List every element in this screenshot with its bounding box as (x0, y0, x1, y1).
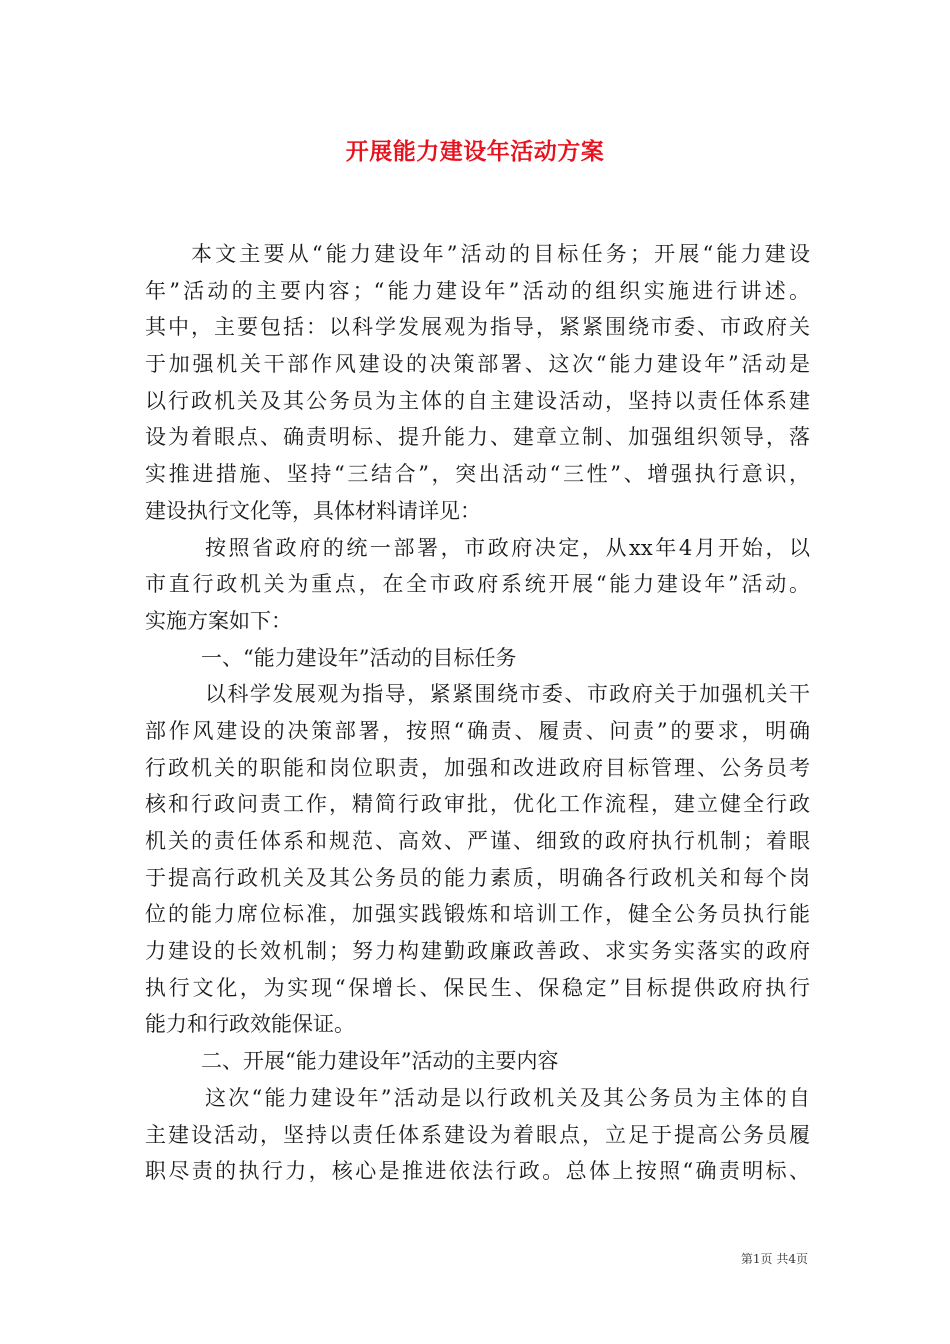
paragraph-line: 行政机关的职能和岗位职责，加强和改进政府目标管理、公务员考 (145, 755, 810, 780)
paragraph-line: 位的能力席位标准，加强实践锻炼和培训工作，健全公务员执行能 (145, 902, 810, 927)
paragraph-line: 以行政机关及其公务员为主体的自主建设活动，坚持以责任体系建 (145, 388, 810, 413)
document-title: 开展能力建设年活动方案 (345, 139, 605, 165)
paragraph-line: 部作风建设的决策部署，按照“确责、履责、问责”的要求，明确 (145, 718, 810, 743)
paragraph-line: 一、“能力建设年”活动的目标任务 (201, 645, 517, 670)
paragraph-line: 于加强机关干部作风建设的决策部署、这次“能力建设年”活动是 (145, 352, 810, 377)
page-footer: 第1页 共4页 (740, 1252, 808, 1266)
paragraph-line: 实施方案如下： (145, 608, 292, 633)
paragraph-line: 本文主要从“能力建设年”活动的目标任务；开展“能力建设 (191, 242, 810, 266)
paragraph-line: 这次“能力建设年”活动是以行政机关及其公务员为主体的自 (205, 1085, 810, 1110)
paragraph-line: 职尽责的执行力，核心是推进依法行政。总体上按照“确责明标、 (145, 1159, 810, 1184)
paragraph-line: 市直行政机关为重点，在全市政府系统开展“能力建设年”活动。 (145, 572, 810, 597)
paragraph-line: 机关的责任体系和规范、高效、严谨、细致的政府执行机制；着眼 (145, 829, 810, 853)
paragraph-line: 其中，主要包括：以科学发展观为指导，紧紧围绕市委、市政府关 (145, 315, 810, 340)
paragraph-line: 建设执行文化等，具体材料请详见： (145, 498, 481, 523)
paragraph-line: 主建设活动，坚持以责任体系建设为着眼点，立足于提高公务员履 (145, 1122, 810, 1147)
paragraph-line: 核和行政问责工作，精简行政审批，优化工作流程，建立健全行政 (145, 792, 810, 817)
document-body (145, 236, 810, 1190)
paragraph-line: 设为着眼点、确责明标、提升能力、建章立制、加强组织领导，落 (145, 425, 810, 450)
paragraph-line: 于提高行政机关及其公务员的能力素质，明确各行政机关和每个岗 (145, 865, 810, 890)
paragraph-line: 执行文化，为实现“保增长、保民生、保稳定”目标提供政府执行 (145, 975, 810, 1000)
paragraph-line: 力建设的长效机制；努力构建勤政廉政善政、求实务实落实的政府 (145, 939, 810, 964)
paragraph-line: 以科学发展观为指导，紧紧围绕市委、市政府关于加强机关干 (205, 682, 810, 707)
paragraph-line: 按照省政府的统一部署，市政府决定，从xx年4月开始，以 (205, 535, 810, 560)
paragraph-line: 二、开展“能力建设年”活动的主要内容 (201, 1049, 559, 1074)
paragraph-line: 年”活动的主要内容；“能力建设年”活动的组织实施进行讲述。 (145, 278, 810, 303)
paragraph-line: 能力和行政效能保证。 (145, 1012, 355, 1037)
paragraph-line: 实推进措施、坚持“三结合”，突出活动“三性”、增强执行意识， (145, 462, 810, 487)
